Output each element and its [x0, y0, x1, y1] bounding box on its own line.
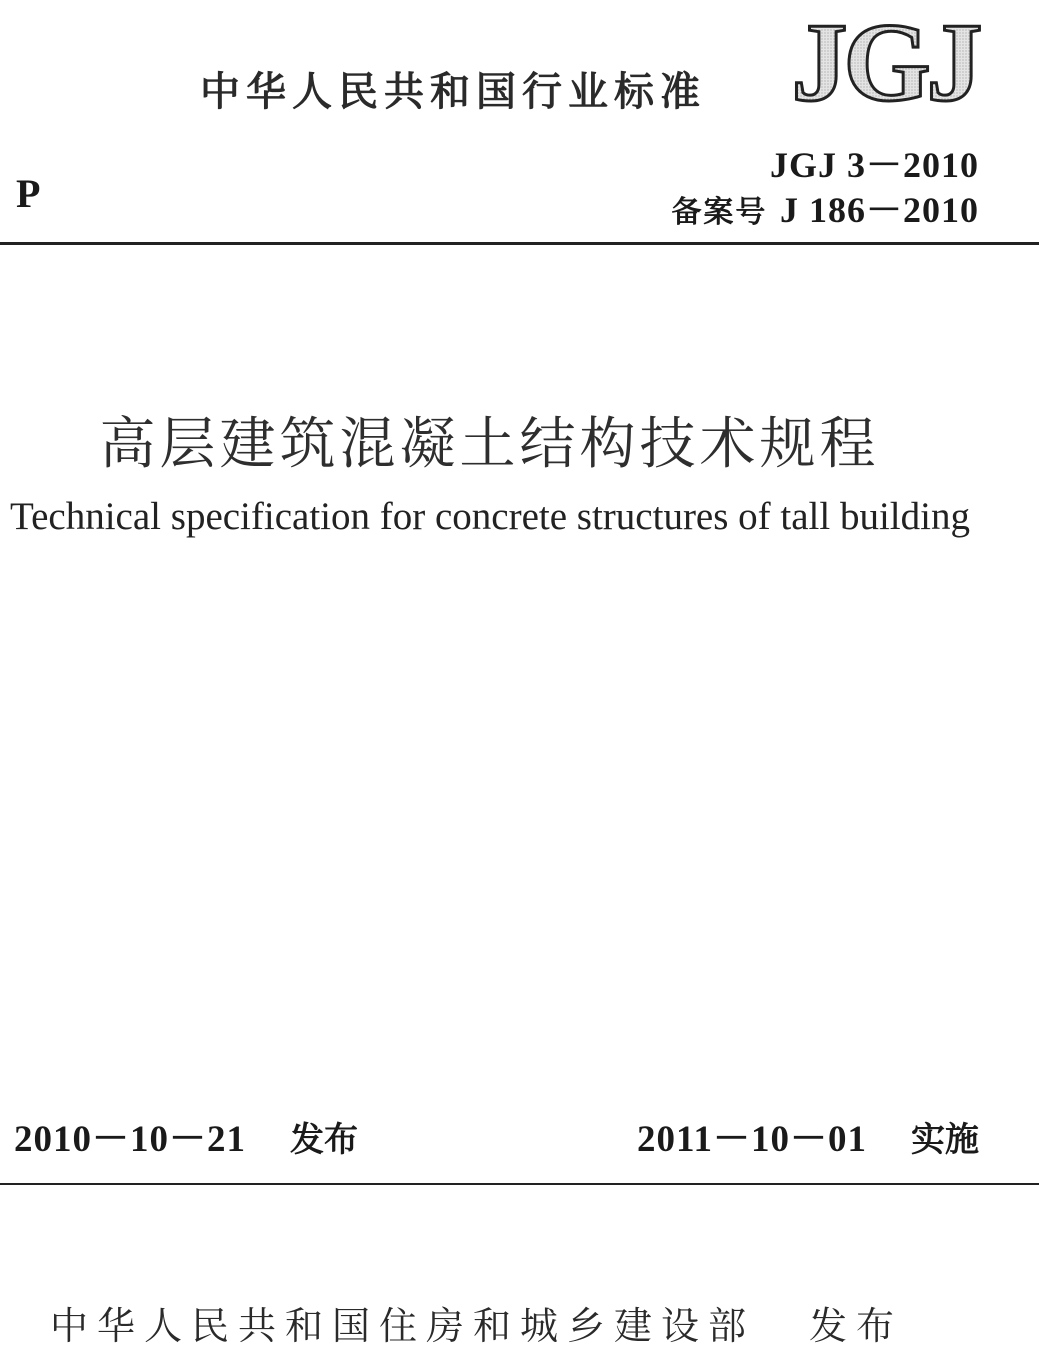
footer-divider [0, 1183, 1039, 1185]
title-english: Technical specification for concrete structures of tall building [10, 495, 970, 538]
issue-date-line [14, 1108, 358, 1162]
logo-text: JGJ [791, 8, 979, 108]
title-chinese: 高层建筑混凝土结构技术规程 [99, 412, 880, 477]
jgj-logo [785, 8, 985, 108]
issuer-line [50, 1295, 903, 1350]
classification-letter: P [16, 171, 41, 216]
issuer-name: 中华人民共和国住房和城乡建设部 [50, 1304, 756, 1348]
header-divider [0, 242, 1039, 245]
issue-label: 发布 [290, 1120, 358, 1160]
record-number: J 186－2010 [779, 190, 979, 230]
implementation-date-line [637, 1108, 979, 1162]
issue-date: 2010－10－21 [14, 1119, 246, 1160]
standard-code: JGJ 3－2010 [769, 145, 979, 185]
implementation-date: 2011－10－01 [637, 1119, 867, 1160]
record-number-line [671, 182, 979, 233]
implementation-label: 实施 [911, 1120, 979, 1160]
standard-category: 中华人民共和国行业标准 [200, 69, 706, 115]
issuer-action: 发布 [809, 1304, 904, 1348]
record-label: 备案号 [671, 195, 768, 230]
